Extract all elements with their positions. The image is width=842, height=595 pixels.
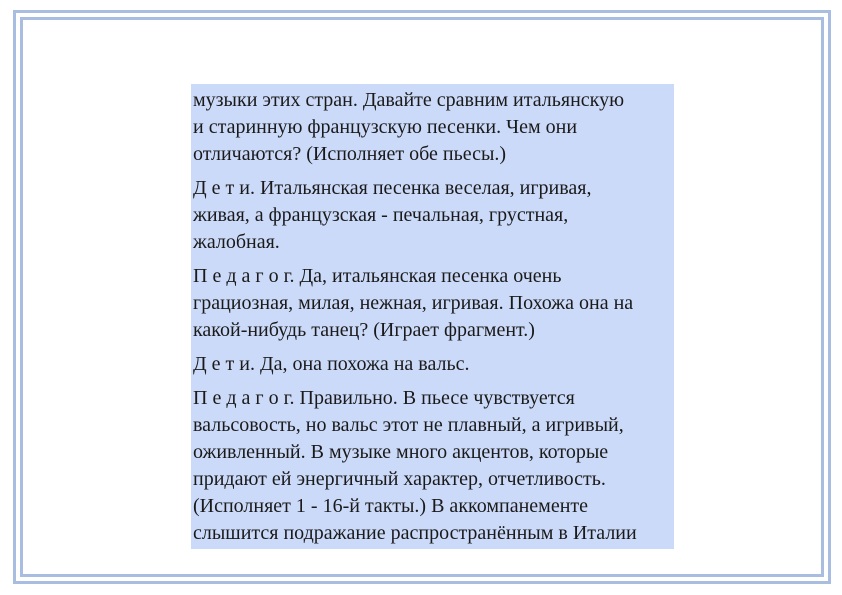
text-line: и старинную французскую песенки. Чем они	[193, 116, 578, 138]
text-line: какой-нибудь танец? (Играет фрагмент.)	[193, 319, 535, 341]
text-line: живая, а французская - печальная, грустная,	[193, 204, 569, 226]
text-line: оживленный. В музыке много акцентов, которые	[193, 441, 609, 463]
text-line: вальсовость, но вальс этот не плавный, а игривый,	[193, 414, 624, 436]
text-line: П е д а г о г. Правильно. В пьесе чувствуется	[193, 387, 575, 409]
text-line: Д е т и. Итальянская песенка веселая, игривая,	[193, 177, 592, 199]
text-line: П е д а г о г. Да, итальянская песенка очень	[193, 265, 562, 287]
text-line: придают ей энергичный характер, отчетливость.	[193, 468, 606, 490]
text-line: музыки этих стран. Давайте сравним итальянскую	[193, 89, 625, 111]
paragraph-teacher-2	[193, 385, 674, 547]
text-line: Д е т и. Да, она похожа на вальс.	[193, 353, 470, 375]
text-block	[191, 84, 674, 549]
text-line: грациозная, милая, нежная, игривая. Похожа она на	[193, 292, 634, 314]
text-line: (Исполняет 1 - 16-й такты.) В аккомпанементе	[193, 495, 589, 517]
text-line: слышится подражание распространённым в Италии	[193, 522, 637, 544]
paragraph-teacher-1	[193, 263, 674, 344]
text-line: жалобная.	[193, 231, 280, 253]
paragraph-intro	[193, 87, 674, 168]
text-line: отличаются? (Исполняет обе пьесы.)	[193, 143, 507, 165]
paragraph-children-2	[193, 351, 674, 378]
paragraph-children-1	[193, 175, 674, 256]
